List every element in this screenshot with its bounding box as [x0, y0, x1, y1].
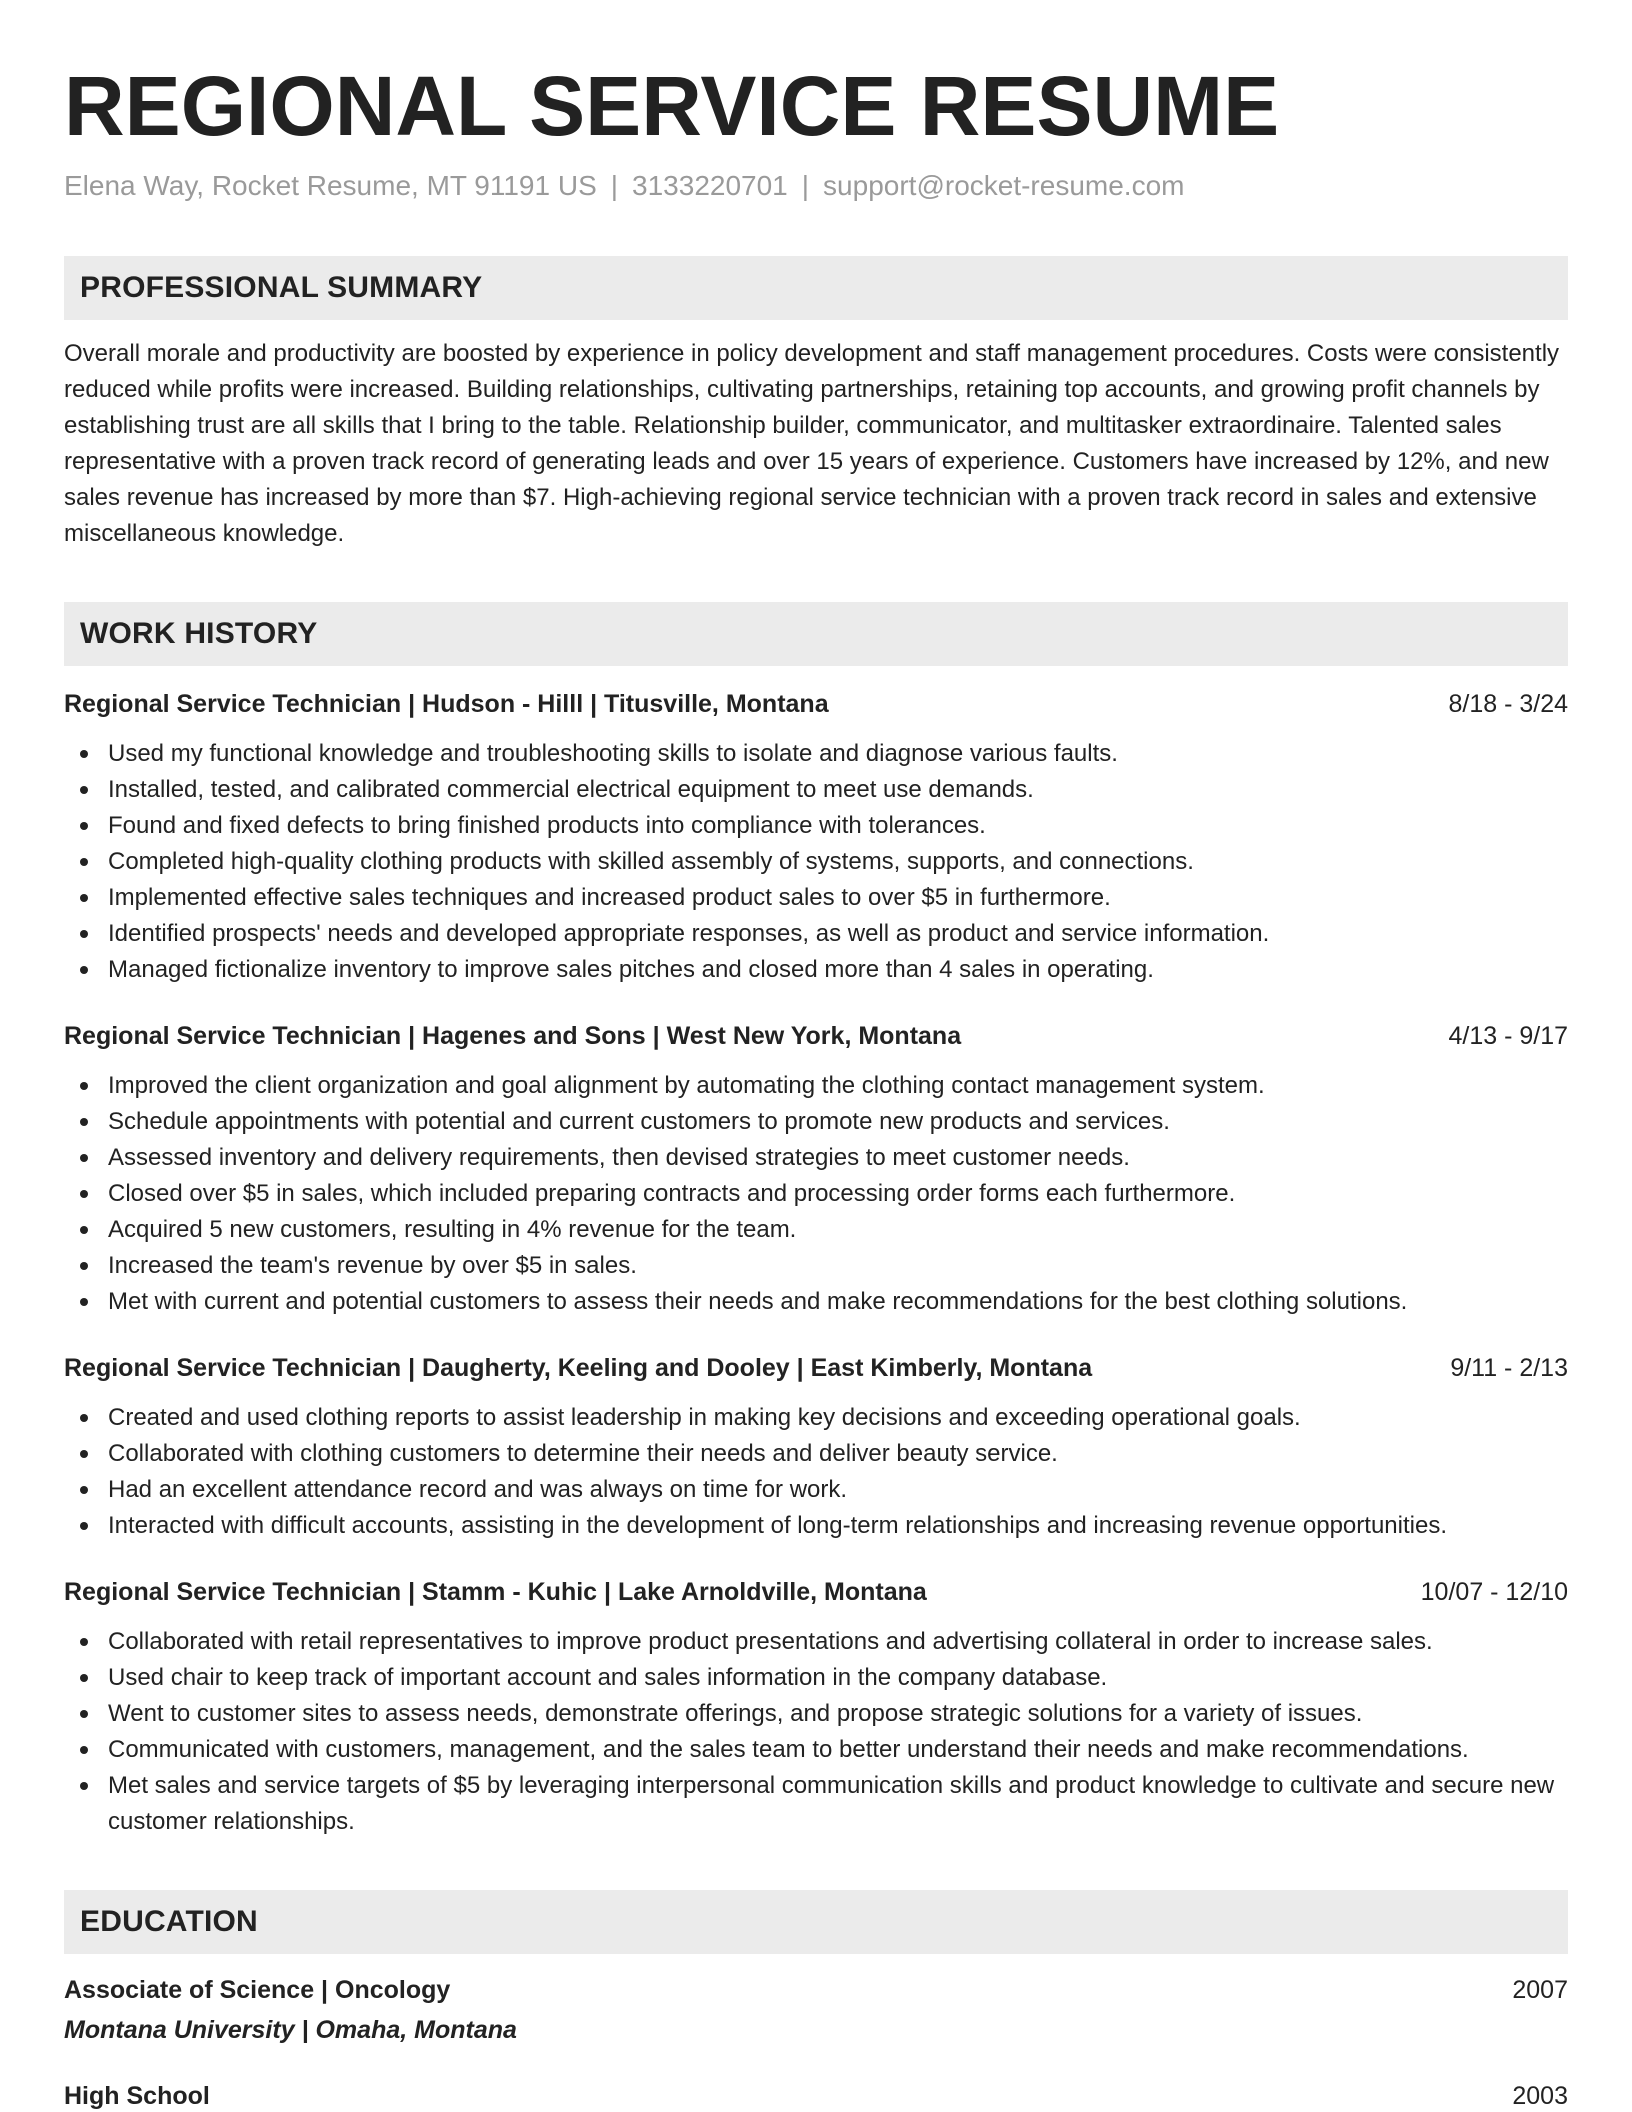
job-bullet: Managed fictionalize inventory to improve sales pitches and closed more than 4 sales in operating. — [64, 952, 1568, 988]
job-bullets — [64, 1400, 1568, 1544]
contact-address: Elena Way, Rocket Resume, MT 91191 US — [64, 170, 597, 201]
education-header — [64, 2078, 1568, 2112]
job-bullet: Met with current and potential customers to assess their needs and make recommendations for the best clothing solutions. — [64, 1284, 1568, 1320]
job-entry — [64, 686, 1568, 988]
job-bullet: Increased the team's revenue by over $5 in sales. — [64, 1248, 1568, 1284]
job-title: Regional Service Technician | Hudson - Hilll | Titusville, Montana — [64, 690, 829, 718]
summary-section-header — [64, 256, 1568, 320]
job-bullet: Collaborated with clothing customers to determine their needs and deliver beauty service. — [64, 1436, 1568, 1472]
summary-heading: PROFESSIONAL SUMMARY — [80, 271, 483, 304]
job-bullet: Acquired 5 new customers, resulting in 4% revenue for the team. — [64, 1212, 1568, 1248]
job-bullet: Completed high-quality clothing products with skilled assembly of systems, supports, and connections. — [64, 844, 1568, 880]
education-year: 2007 — [1512, 1976, 1568, 2004]
job-bullet: Went to customer sites to assess needs, demonstrate offerings, and propose strategic solutions for a variety of issues. — [64, 1696, 1568, 1732]
education-entry — [64, 2078, 1568, 2112]
job-bullet: Collaborated with retail representatives to improve product presentations and advertising collateral in order to increase sales. — [64, 1624, 1568, 1660]
contact-separator: | — [801, 170, 810, 201]
job-entry — [64, 1350, 1568, 1544]
job-title: Regional Service Technician | Stamm - Kuhic | Lake Arnoldville, Montana — [64, 1578, 927, 1606]
job-bullet: Installed, tested, and calibrated commercial electrical equipment to meet use demands. — [64, 772, 1568, 808]
education-header — [64, 1972, 1568, 2008]
job-bullet: Used my functional knowledge and troubleshooting skills to isolate and diagnose various faults. — [64, 736, 1568, 772]
job-bullet: Schedule appointments with potential and current customers to promote new products and services. — [64, 1104, 1568, 1140]
job-dates: 8/18 - 3/24 — [1448, 690, 1568, 718]
job-header — [64, 1350, 1568, 1386]
job-bullet: Improved the client organization and goal alignment by automating the clothing contact management system. — [64, 1068, 1568, 1104]
job-bullet: Closed over $5 in sales, which included preparing contracts and processing order forms each furthermore. — [64, 1176, 1568, 1212]
contact-phone: 3133220701 — [632, 170, 788, 201]
job-bullet: Found and fixed defects to bring finished products into compliance with tolerances. — [64, 808, 1568, 844]
education-entry — [64, 1972, 1568, 2048]
job-bullet: Created and used clothing reports to assist leadership in making key decisions and exceeding operational goals. — [64, 1400, 1568, 1436]
job-bullet: Implemented effective sales techniques and increased product sales to over $5 in furthermore. — [64, 880, 1568, 916]
education-section-header — [64, 1890, 1568, 1954]
job-bullet: Used chair to keep track of important account and sales information in the company database. — [64, 1660, 1568, 1696]
job-header — [64, 686, 1568, 722]
job-entry — [64, 1574, 1568, 1840]
job-header — [64, 1018, 1568, 1054]
job-header — [64, 1574, 1568, 1610]
job-bullet: Met sales and service targets of $5 by leveraging interpersonal communication skills and product knowledge to cultivate and secure new customer relationships. — [64, 1768, 1568, 1840]
work-history-list — [64, 686, 1568, 1840]
education-heading: EDUCATION — [80, 1905, 258, 1938]
contact-line — [64, 168, 1568, 204]
work-heading: WORK HISTORY — [80, 617, 318, 650]
job-bullets — [64, 1624, 1568, 1840]
job-bullet: Assessed inventory and delivery requirements, then devised strategies to meet customer needs. — [64, 1140, 1568, 1176]
contact-email: support@rocket-resume.com — [823, 170, 1185, 201]
job-bullet: Communicated with customers, management, and the sales team to better understand their needs and make recommendations. — [64, 1732, 1568, 1768]
job-title: Regional Service Technician | Hagenes and Sons | West New York, Montana — [64, 1022, 962, 1050]
job-bullets — [64, 736, 1568, 988]
work-section-header — [64, 602, 1568, 666]
contact-separator: | — [610, 170, 619, 201]
education-degree: High School — [64, 2082, 210, 2110]
summary-text: Overall morale and productivity are boosted by experience in policy development and staff management procedures. Costs were consistently reduced while profits were increased. Building relationships, cultivating partnerships, retaining top accounts, and growing profit channels by establishing trust are all skills that I bring to the table. Relationship builder, communicator, and multitasker extraordinaire. Talented sales representative with a proven track record of generating leads and over 15 years of experience. Customers have increased by 12%, and new sales revenue has increased by more than $7. High-achieving regional service technician with a proven track record in sales and extensive miscellaneous knowledge. — [64, 340, 1560, 547]
job-dates: 9/11 - 2/13 — [1450, 1354, 1568, 1382]
job-dates: 10/07 - 12/10 — [1420, 1578, 1568, 1606]
job-entry — [64, 1018, 1568, 1320]
education-school: Montana University | Omaha, Montana — [64, 2016, 517, 2044]
resume-title: REGIONAL SERVICE RESUME — [64, 59, 1280, 153]
job-bullet: Had an excellent attendance record and was always on time for work. — [64, 1472, 1568, 1508]
job-bullets — [64, 1068, 1568, 1320]
job-dates: 4/13 - 9/17 — [1448, 1022, 1568, 1050]
education-year: 2003 — [1512, 2082, 1568, 2110]
education-degree: Associate of Science | Oncology — [64, 1976, 451, 2004]
job-bullet: Identified prospects' needs and developed appropriate responses, as well as product and service information. — [64, 916, 1568, 952]
job-bullet: Interacted with difficult accounts, assisting in the development of long-term relationships and increasing revenue opportunities. — [64, 1508, 1568, 1544]
job-title: Regional Service Technician | Daugherty, Keeling and Dooley | East Kimberly, Montana — [64, 1354, 1093, 1382]
